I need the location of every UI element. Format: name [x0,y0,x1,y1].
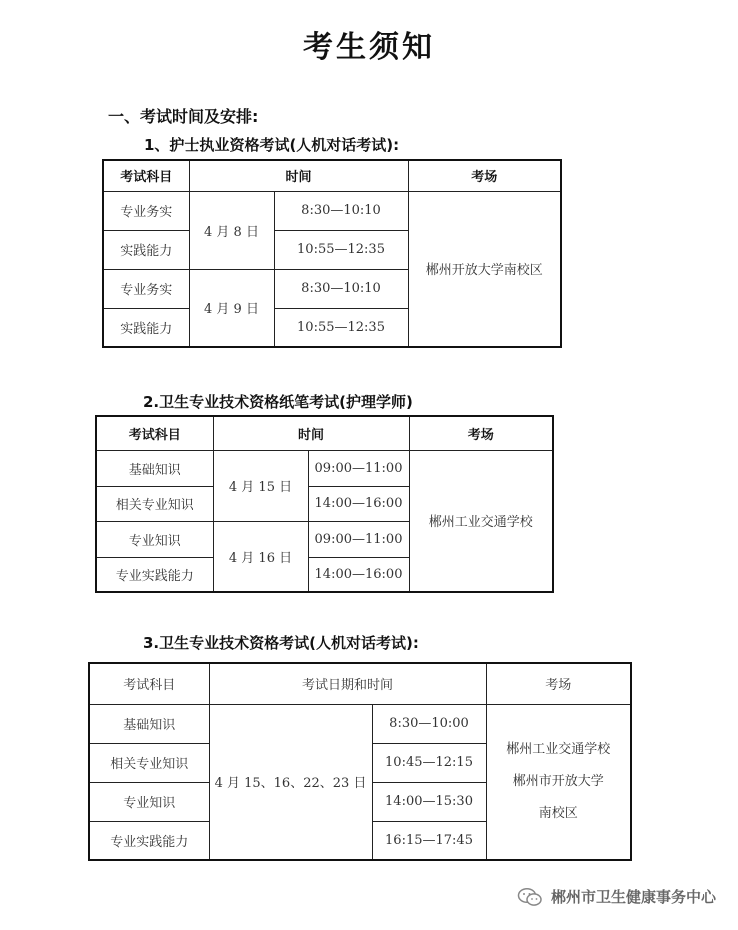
time-cell: 8:30—10:10 [274,269,408,308]
subject-cell: 基础知识 [89,704,209,743]
section-heading: 一、考试时间及安排: [108,107,259,126]
subject-cell: 相关专业知识 [96,486,213,521]
wechat-icon [517,887,543,907]
subject-cell: 相关专业知识 [89,743,209,782]
watermark-text: 郴州市卫生健康事务中心 [550,888,716,906]
subject-cell: 专业务实 [103,269,189,308]
header-time: 时间 [189,160,408,191]
venue-cell [486,704,631,860]
header-subject: 考试科目 [103,160,189,191]
venue-cell: 郴州开放大学南校区 [408,191,561,347]
header-venue: 考场 [409,416,553,450]
header-venue: 考场 [486,663,631,704]
venue-cell: 郴州工业交通学校 [409,450,553,592]
exam1-table [102,159,562,348]
subject-cell: 专业知识 [89,782,209,821]
exam1-heading: 1、护士执业资格考试(人机对话考试): [144,136,400,154]
date-cell: 4 月 15、16、22、23 日 [209,704,372,860]
header-time: 时间 [213,416,409,450]
header-subject: 考试科目 [96,416,213,450]
subject-cell: 专业实践能力 [96,557,213,592]
subject-cell: 实践能力 [103,230,189,269]
time-cell: 8:30—10:10 [274,191,408,230]
exam3-table [88,662,632,861]
time-cell: 09:00—11:00 [308,521,409,557]
header-venue: 考场 [408,160,561,191]
exam2-table [95,415,554,593]
time-cell: 14:00—16:00 [308,486,409,521]
exam3-heading: 3.卫生专业技术资格考试(人机对话考试): [143,634,419,652]
subject-cell: 专业知识 [96,521,213,557]
exam2-heading: 2.卫生专业技术资格纸笔考试(护理学师) [143,393,413,411]
venue-line: 郴州工业交通学校 [506,741,611,757]
venue-line: 郴州市开放大学 [512,773,604,789]
subject-cell: 实践能力 [103,308,189,347]
time-cell: 8:30—10:00 [372,704,486,743]
subject-cell: 基础知识 [96,450,213,486]
header-subject: 考试科目 [89,663,209,704]
subject-cell: 专业实践能力 [89,821,209,860]
time-cell: 14:00—15:30 [372,782,486,821]
time-cell: 16:15—17:45 [372,821,486,860]
header-datetime: 考试日期和时间 [209,663,486,704]
time-cell: 14:00—16:00 [308,557,409,592]
date-cell: 4 月 15 日 [213,450,308,521]
date-cell: 4 月 8 日 [189,191,274,269]
time-cell: 10:55—12:35 [274,308,408,347]
subject-cell: 专业务实 [103,191,189,230]
time-cell: 10:45—12:15 [372,743,486,782]
watermark [517,886,716,907]
date-cell: 4 月 16 日 [213,521,308,592]
page-title: 考生须知 [303,30,435,65]
time-cell: 09:00—11:00 [308,450,409,486]
venue-line: 南校区 [538,805,578,821]
date-cell: 4 月 9 日 [189,269,274,347]
time-cell: 10:55—12:35 [274,230,408,269]
